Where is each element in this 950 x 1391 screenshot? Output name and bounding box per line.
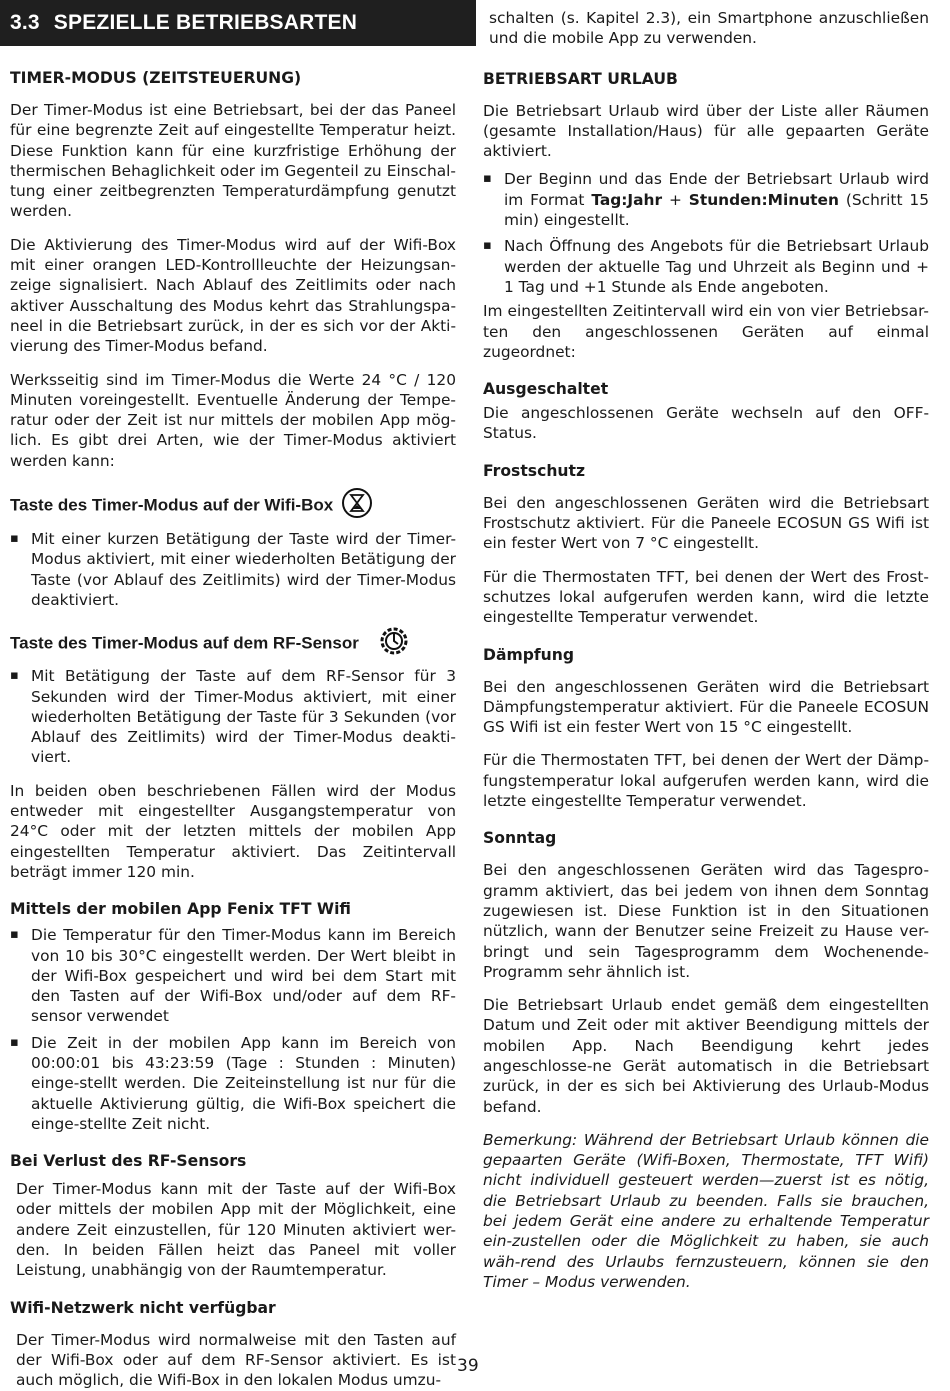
list-item: ▪ Die Temperatur für den Timer-Modus kann im Bereich von 10 bis 30°C eingestellt werden. Der Wert bleibt in der Wifi-Box gespeichert und wird bei dem Start mit den Tasten auf der Wifi-Box und/oder auf dem RF-sensor verwendet bbox=[10, 925, 456, 1026]
daempfung-heading: Dämpfung bbox=[483, 645, 575, 664]
section-number: 3.3 bbox=[10, 11, 40, 34]
urlaub-heading: BETRIEBSART URLAUB bbox=[483, 69, 678, 88]
urlaub-remark: Bemerkung: Während der Betriebsart Urlaub können die gepaarten Geräte (Wifi-Boxen, Thermostate, TFT Wifi) nicht individuell gesteuert werden—zuerst ist es nötig, die Betriebsart Urlaub zu beenden. Falls sie brauchen, bei jedem Gerät eine andere zu erhaltende Temperatur ein-zustellen oder die Möglichkeit zu haben, sie auch wäh-rend des Urlaubs fernzusteuern, können sie den Timer – Modus verwenden. bbox=[483, 1130, 929, 1291]
app-heading: Mittels der mobilen App Fenix TFT Wifi bbox=[10, 900, 351, 919]
urlaub-list bbox=[483, 169, 929, 297]
sonntag-text: Bei den angeschlossenen Geräten wird das Tagespro-gramm aktiviert, das bei jedem von ihnen dem Sonntag zugewiesen ist. Diese Funktion ist in den Situationen nützlich, wann der Benutzer seine Freizeit zu Hause ver-bringt und sein Tagesprogramm dem Wochenende-Programm sehr ähnlich ist. bbox=[483, 861, 929, 981]
item-text: Der Beginn und das Ende der Betriebsart Urlaub wird im Format bbox=[504, 170, 929, 209]
frostschutz-heading: Frostschutz bbox=[483, 461, 586, 480]
frostschutz-paragraph-2: Für die Thermostaten TFT, bei denen der Wert des Frost-schutzes lokal aufgerufen werden kann, wird die letzte eingestellte Temperatur verwendet. bbox=[483, 567, 929, 627]
timer-dial-icon bbox=[377, 624, 411, 664]
ausgeschaltet-text: Die angeschlossenen Geräte wechseln auf den OFF-Status. bbox=[483, 404, 929, 443]
wifibox-heading bbox=[10, 487, 456, 525]
list-item: ▪ Nach Öffnung des Angebots für die Betriebsart Urlaub werden der aktuelle Tag und Uhrzeit als Beginn und + 1 Tag und +1 Stunde als Ende angeboten. bbox=[483, 236, 929, 297]
daempfung-paragraph-1: Bei den angeschlossenen Geräten wird die Betriebsart Dämpfungstemperatur aktiviert. Für die Paneele ECOSUN GS Wifi ist ein fester Wert von 15 °C eingestellt. bbox=[483, 677, 929, 737]
network-text-continued: schalten (s. Kapitel 2.3), ein Smartphone anzuschließen und die mobile App zu verwenden. bbox=[489, 9, 929, 48]
network-text: Der Timer-Modus wird normalweise mit den Tasten auf der Wifi-Box oder auf dem RF-Sensor aktiviert. Es ist auch möglich, die Wifi-Box in den lokalen Modus umzu- bbox=[16, 1330, 456, 1390]
list-item: ▪ Die Zeit in der mobilen App kann im Bereich von 00:00:01 bis 43:23:59 (Tage : Stunden : Minuten) einge-stellt werden. Die Zeiteinstellung ist nur für die aktuelle Aktivierung gültig, die Wifi-Box speichert die einge-stellte Zeit nicht. bbox=[10, 1033, 456, 1134]
rf-heading-text: Taste des Timer-Modus auf dem RF-Sensor bbox=[10, 633, 359, 653]
network-heading: Wifi-Netzwerk nicht verfügbar bbox=[10, 1298, 276, 1317]
section-banner bbox=[0, 0, 476, 46]
wifibox-heading-text: Taste des Timer-Modus auf der Wifi-Box bbox=[10, 495, 334, 515]
daempfung-paragraph-2: Für die Thermostaten TFT, bei denen der Wert der Dämp-fungstemperatur lokal aufgerufen werden kann, wird die letzte eingestellte Temperatur verwendet. bbox=[483, 751, 929, 811]
list-item bbox=[483, 169, 929, 230]
right-column bbox=[483, 0, 929, 1292]
format-day-year: Tag:Jahr bbox=[591, 190, 663, 209]
hourglass-icon bbox=[341, 487, 373, 525]
format-hours-minutes: Stunden:Minuten bbox=[688, 190, 839, 209]
timer-paragraph-2: Die Aktivierung des Timer-Modus wird auf der Wifi-Box mit einer orangen LED-Kontrollleuchte der Heizungsan-zeige signalisiert. Nach Ablauf des Zeitlimits oder nach aktiver Ausschaltung des Modus kehrt das Strahlungspa-neel in die Betriebsart zurück, in der es sich vor der Akti-vierung des Timer-Modus befand. bbox=[10, 235, 456, 356]
item-text: + bbox=[662, 190, 689, 209]
ausgeschaltet-heading: Ausgeschaltet bbox=[483, 380, 609, 399]
item-text: (Schritt 15 min) eingestellt. bbox=[504, 190, 929, 230]
urlaub-paragraph-2: Im eingestellten Zeitintervall wird ein von vier Betriebsar-ten den angeschlossenen Geräten auf einmal zugeordnet: bbox=[483, 302, 929, 361]
section-title: SPEZIELLE BETRIEBSARTEN bbox=[53, 11, 358, 34]
loss-heading: Bei Verlust des RF-Sensors bbox=[10, 1152, 247, 1171]
timer-paragraph-1: Der Timer-Modus ist eine Betriebsart, bei der das Paneel für eine begrenzte Zeit auf eingestellte Temperatur heizt. Diese Funktion kann für eine kurzfristige Erhöhung der thermischen Behaglichkeit oder im Gegenteil zu Einschal-tung einer zeitbegrenzten Temperaturdämpfung genutzt werden. bbox=[10, 101, 456, 221]
loss-text: Der Timer-Modus kann mit der Taste auf der Wifi-Box oder mittels der mobilen App mit der Möglichkeit, eine andere Zeit einzustellen, für 120 Minuten aktiviert wer-den. In beiden Fällen heizt das Paneel mit voller Leistung, unabhängig von der Raumtemperatur. bbox=[16, 1180, 456, 1280]
urlaub-paragraph-1: Die Betriebsart Urlaub wird über der Liste aller Räumen (gesamte Installation/Haus) für alle gepaarten Geräte aktiviert. bbox=[483, 101, 929, 161]
timer-paragraph-4: In beiden oben beschriebenen Fällen wird der Modus entweder mit eingestellter Ausgangstemperatur von 24°C oder mit der letzten mittels der mobilen App eingestellten Temperatur aktiviert. Das Zeitintervall beträgt immer 120 min. bbox=[10, 781, 456, 881]
frostschutz-paragraph-1: Bei den angeschlossenen Geräten wird die Betriebsart Frostschutz aktiviert. Für die Paneele ECOSUN GS Wifi ist ein fester Wert von 7 °C eingestellt. bbox=[483, 493, 929, 553]
list-item: ▪ Mit einer kurzen Betätigung der Taste wird der Timer-Modus aktiviert, mit einer wiederholten Betätigung der Taste (vor Ablauf des Zeitlimits) wird der Timer-Modus deaktiviert. bbox=[10, 529, 456, 610]
left-column bbox=[10, 0, 456, 1391]
rf-heading bbox=[10, 624, 456, 664]
urlaub-end-text: Die Betriebsart Urlaub endet gemäß dem eingestellten Datum und Zeit oder mit aktiver Beendigung mittels der mobilen App. Nach Beendigung kehrt jedes angeschlosse-ne Gerät automatisch in die Betriebsart zurück, in der es sich bei Aktivierung des Urlaub-Modus befand. bbox=[483, 996, 929, 1116]
sonntag-heading: Sonntag bbox=[483, 829, 557, 848]
page-number: 39 bbox=[457, 1356, 479, 1376]
app-list bbox=[10, 925, 456, 1134]
rf-list bbox=[10, 666, 456, 767]
timer-paragraph-3: Werksseitig sind im Timer-Modus die Werte 24 °C / 120 Minuten voreingestellt. Eventuelle Änderung der Tempe-ratur oder der Zeit ist nur mittels der mobilen App mög-lich. Es gibt drei Arten, wie der Timer-Modus aktiviert werden kann: bbox=[10, 370, 456, 470]
timer-heading: TIMER-MODUS (ZEITSTEUERUNG) bbox=[10, 69, 302, 87]
wifibox-list bbox=[10, 529, 456, 610]
list-item: ▪ Mit Betätigung der Taste auf dem RF-Sensor für 3 Sekunden wird der Timer-Modus aktiviert, mit einer wiederholten Betätigung der Taste für 3 Sekunden (vor Ablauf des Zeitlimits) wird der Timer-Modus deakti-viert. bbox=[10, 666, 456, 767]
